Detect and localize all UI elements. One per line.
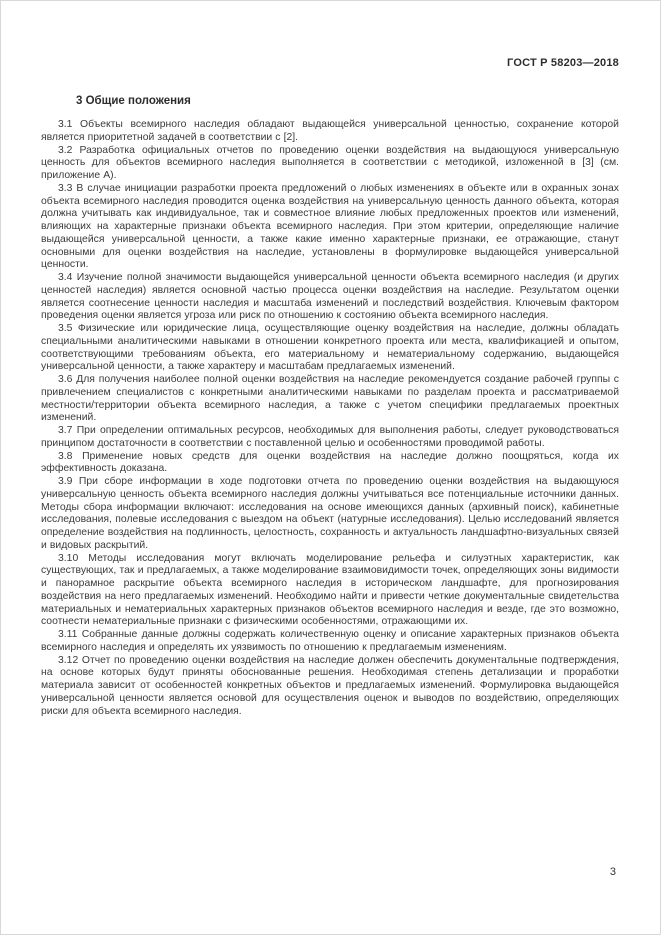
paragraph-3-5: 3.5 Физические или юридические лица, осуществляющие оценку воздействия на наследие, должны обладать специальными аналитическими навыками в отношении конкретного проекта или места, квалификацией и опытом, соответствующими требованиям объекта, его материальному и нематериальному содержанию, выдающейся универсальной ценности, а также характеру и масштабам предлагаемых изменений.	[41, 323, 619, 373]
paragraph-3-8: 3.8 Применение новых средств для оценки воздействия на наследие должно поощряться, когда их эффективность доказана.	[41, 450, 619, 475]
paragraph-3-6: 3.6 Для получения наиболее полной оценки воздействия на наследие рекомендуется создание рабочей группы с привлечением специалистов с конкретными аналитическими навыками по разделам проекта и рассматриваемой местности/территории объекта всемирного наследия, а также с учетом специфики предлагаемых проектных изменений.	[41, 374, 619, 424]
paragraph-3-7: 3.7 При определении оптимальных ресурсов, необходимых для выполнения работы, следует руководствоваться принципом достаточности в соответствии с поставленной целью и особенностями проводимой работы.	[41, 425, 619, 449]
paragraph-3-10: 3.10 Методы исследования могут включать моделирование рельефа и силуэтных характеристик, как существующих, так и предлагаемых, а также моделирование взаимовидимости точек, определяющих зоны видимости и панорамное раскрытие объекта всемирного наследия в историческом ландшафте, для прогнозирования воздействия на него предлагаемых изменений. Необходимо найти и привести четкие документальные свидетельства материальных и нематериальных характерных признаков объектов всемирного наследия и везде, где это возможно, соотнести нематериальные признаки с физическими особенностями, отражающими их.	[41, 552, 619, 628]
document-standard-number: ГОСТ Р 58203—2018	[507, 57, 619, 69]
paragraph-3-4: 3.4 Изучение полной значимости выдающейся универсальной ценности объекта всемирного наследия (и других ценностей наследия) является основной частью процесса оценки воздействия на наследие. Результатом оценки является соотнесение ценности наследия и масштаба изменений и последствий воздействия. Ключевым фактором проведения оценки является угроза или риск по отношению к состоянию объекта всемирного наследия.	[41, 272, 619, 322]
page-number: 3	[609, 866, 616, 878]
paragraph-3-12: 3.12 Отчет по проведению оценки воздействия на наследие должен обеспечить документальные подтверждения, на основе которых будут приняты обоснованные решения. Необходимая степень детализации и проработки материала зависит от особенностей конкретных объектов и предлагаемых изменений. Формулировка выдающейся универсальной ценности является основой для осуществления оценок и выводов по воздействию, определяющих риски для объекта всемирного наследия.	[41, 654, 619, 717]
paragraph-3-3: 3.3 В случае инициации разработки проекта предложений о любых изменениях в объекте или в охранных зонах объекта всемирного наследия проводится оценка воздействия на универсальную ценность данного объекта, которая должна учитывать как индивидуальное, так и совместное влияние любых предложенных проектов или изменений, влияющих на характерные признаки объекта всемирного наследия. При этом критерии, определяющие наличие выдающейся универсальной ценности, а также какие именно характерные признаки, ее отражающие, станут основными для оценки воздействия на наследие, установлены в формулировке выдающейся универсальной ценности.	[41, 182, 619, 271]
document-body	[41, 119, 619, 718]
paragraph-3-2: 3.2 Разработка официальных отчетов по проведению оценки воздействия на выдающуюся универсальную ценность для объектов всемирного наследия выполняется в соответствии с методикой, изложенной в [3] (см. приложение А).	[41, 144, 619, 181]
paragraph-3-11: 3.11 Собранные данные должны содержать количественную оценку и описание характерных признаков объекта всемирного наследия и определять их уязвимость по отношению к предлагаемым изменениям.	[41, 629, 619, 653]
section-title: 3 Общие положения	[76, 95, 191, 107]
paragraph-3-1: 3.1 Объекты всемирного наследия обладают выдающейся универсальной ценностью, сохранение которой является приоритетной задачей в соответствии с [2].	[41, 119, 619, 143]
paragraph-3-9: 3.9 При сборе информации в ходе подготовки отчета по проведению оценки воздействия на выдающуюся универсальную ценность объекта всемирного наследия должны учитываться все потенциальные источники данных. Методы сбора информации включают: исследования на основе имеющихся данных (архивный поиск), кабинетные исследования, полевые исследования с выездом на объект (натурные исследования). Целью исследований является определение воздействия на подлинность, целостность, сохранность и актуальность ландшафтно-визуальных связей и видовых раскрытий.	[41, 476, 619, 551]
